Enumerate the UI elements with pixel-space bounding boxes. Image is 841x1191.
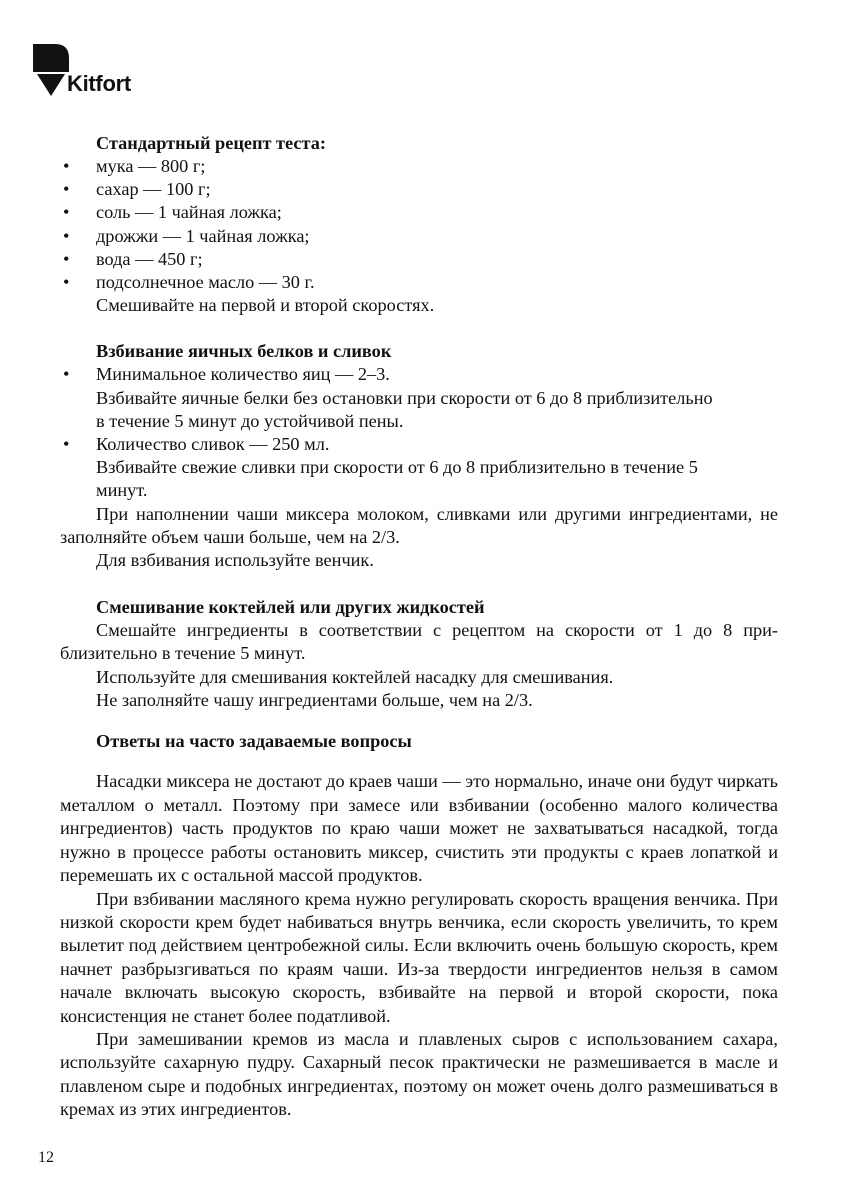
kitfort-logo-text: Kitfort: [67, 71, 131, 96]
bullet-icon: •: [63, 156, 70, 176]
whipping-section: [60, 339, 778, 572]
recipe-item-text: дрожжи — 1 чайная ложка;: [96, 225, 310, 246]
cocktails-section: [60, 595, 778, 713]
recipe-item-text: вода — 450 г;: [96, 248, 203, 269]
recipe-item-text: соль — 1 чайная ложка;: [96, 202, 282, 223]
spacer: [60, 753, 778, 770]
recipe-note: Смешивайте на первой и второй скоростях.: [96, 295, 435, 316]
spacer: [60, 712, 778, 729]
page-number: 12: [38, 1149, 54, 1166]
cocktails-paragraph: Используйте для смешивания коктейлей насадку для смешивания.: [96, 666, 614, 687]
bullet-icon: •: [63, 434, 70, 455]
recipe-item-text: сахар — 100 г;: [96, 179, 211, 200]
recipe-item: [60, 271, 778, 294]
recipe-item-text: мука — 800 г;: [96, 156, 206, 176]
faq-paragraph: При замешивании кремов из масла и плавленых сыров с использованием сахара, используйте сахарную пудру. Сахарный песок практически не размешивается в масле и плавленом сыре и подобных ингредиентах, поэтому он может очень долго размешиваться в кремах из этих ингредиентов.: [60, 1028, 778, 1120]
faq-paragraph: При взбивании масляного крема нужно регулировать скорость вращения венчика. При низкой скорости крем будет набиваться внутрь венчика, если скорость увеличить, то крем вылетит под действием центробежной силы. Если включить очень большую скорость, крем начнет разбрызгиваться по краям чаши. Из-за твердости ингредиентов нельзя в самом начале включать высокую скорость, взбивайте на первой и второй скорости, пока консистенция не станет более податливой.: [60, 888, 778, 1026]
recipe-item: [60, 225, 778, 248]
whipping-item-detail: минут.: [96, 480, 148, 501]
cocktails-heading: Смешивание коктейлей или других жидкостей: [96, 596, 485, 617]
faq-paragraph: Насадки миксера не достают до краев чаши — это нормально, иначе они будут чиркать металлом о металл. Поэтому при замесе или взбивании (особенно малого количества ингредиентов) часть продуктов по краю чаши может не захватываться насадкой, тогда нужно в процессе работы остановить миксер, счистить эти продукты с краев лопаткой и перемешать их с остальной массой продуктов.: [60, 771, 778, 886]
bullet-icon: •: [63, 202, 70, 223]
cocktails-paragraph: Смешайте ингредиенты в соответствии с рецептом на скорости от 1 до 8 приблизительно в течение 5 минут.: [60, 619, 778, 664]
page-content: [60, 131, 778, 1122]
recipe-item-text: подсолнечное масло — 30 г.: [96, 272, 315, 293]
whipping-item: [60, 433, 778, 456]
whipping-item: [60, 363, 778, 386]
whipping-paragraph: При наполнении чаши миксера молоком, сливками или другими ингредиентами, не заполняйте объем чаши больше, чем на 2/3.: [60, 503, 778, 548]
recipe-item: [60, 178, 778, 201]
recipe-item: [60, 248, 778, 271]
cocktails-paragraph: Не заполняйте чашу ингредиентами больше, чем на 2/3.: [96, 690, 533, 711]
whipping-paragraph: Для взбивания используйте венчик.: [96, 550, 374, 571]
spacer: [60, 317, 778, 339]
whipping-item-detail: Взбивайте свежие сливки при скорости от 6 до 8 приблизительно в течение 5: [96, 457, 698, 478]
whipping-heading: Взбивание яичных белков и сливок: [96, 341, 392, 362]
bullet-icon: •: [63, 272, 70, 293]
bullet-icon: •: [63, 364, 70, 385]
recipe-item: [60, 201, 778, 224]
bullet-icon: •: [63, 179, 70, 200]
bullet-icon: •: [63, 225, 70, 246]
recipe-heading: Стандартный рецепт теста:: [96, 133, 326, 153]
spacer: [60, 573, 778, 595]
whipping-item-text: Минимальное количество яиц — 2–3.: [96, 364, 390, 385]
faq-heading: Ответы на часто задаваемые вопросы: [96, 731, 412, 752]
whipping-item-detail: в течение 5 минут до устойчивой пены.: [96, 410, 404, 431]
whipping-item-text: Количество сливок — 250 мл.: [96, 434, 330, 455]
recipe-item: [60, 155, 778, 178]
kitfort-logo: [33, 44, 153, 100]
bullet-icon: •: [63, 248, 70, 269]
recipe-section: [60, 131, 778, 317]
faq-section: [60, 729, 778, 1121]
whipping-item-detail: Взбивайте яичные белки без остановки при скорости от 6 до 8 приблизительно: [96, 387, 713, 408]
kitfort-logo-mark-icon: [33, 44, 69, 96]
